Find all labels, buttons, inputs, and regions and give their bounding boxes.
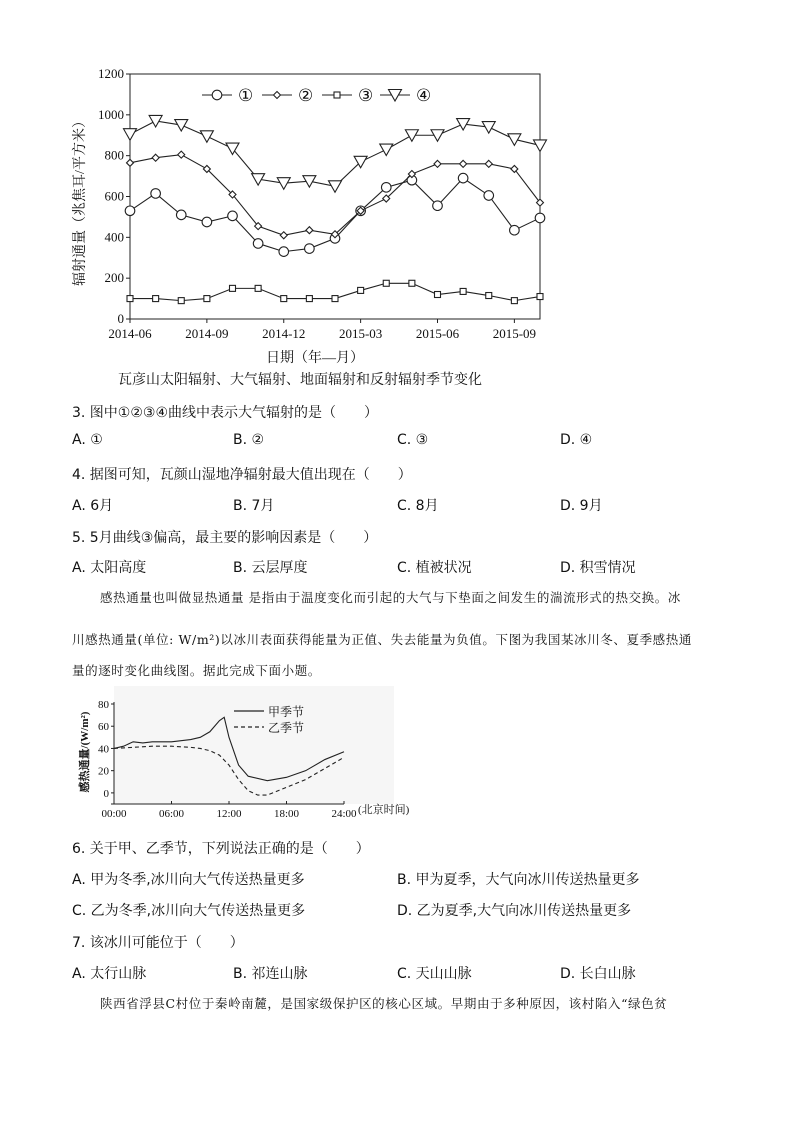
data-point-square [435,292,441,298]
data-point-triangle-down [329,181,342,193]
data-point-circle [279,247,289,257]
data-point-square [332,296,338,302]
c2-x-tick-label: 12:00 [216,808,242,818]
q4-option-d[interactable]: D. 9月 [560,498,603,514]
data-point-square [460,288,466,294]
x-tick-label: 2015-06 [415,326,460,341]
y-tick-label: 400 [104,229,124,245]
question-3-stem: 3. 图中①②③④曲线中表示大气辐射的是（ ） [72,405,379,421]
q7-option-d[interactable]: D. 长白山脉 [560,966,636,982]
data-point-square [334,92,340,98]
legend-label: ② [298,86,314,105]
q5-option-d[interactable]: D. 积雪情况 [560,560,636,576]
data-point-circle [381,183,391,193]
data-point-diamond [460,160,467,167]
data-point-circle [305,244,315,254]
x-axis-label: 日期（年—月） [266,351,364,366]
data-point-circle [212,90,222,100]
data-point-circle [458,173,468,183]
data-point-diamond [280,232,287,239]
legend-label: ① [238,86,254,105]
data-point-square [486,293,492,299]
data-point-square [178,298,184,304]
data-point-square [230,285,236,291]
data-point-diamond [434,160,441,167]
chart1-caption: 瓦彦山太阳辐射、大气辐射、地面辐射和反射辐射季节变化 [118,372,482,388]
data-point-triangle-down [124,129,137,141]
c2-x-tick-label: 06:00 [158,808,185,818]
c2-x-tick-label: 00:00 [101,808,127,818]
question-7-stem: 7. 该冰川可能位于（ ） [72,935,244,951]
x-tick-label: 2015-03 [338,326,383,341]
q5-option-a[interactable]: A. 太阳高度 [72,560,147,576]
q4-option-a[interactable]: A. 6月 [72,498,114,514]
q4-option-b[interactable]: B. 7月 [233,498,275,514]
q6-option-c[interactable]: C. 乙为冬季,冰川向大气传送热量更多 [72,903,306,919]
q3-option-c[interactable]: C. ③ [397,432,429,448]
plot-frame [130,74,540,319]
data-point-triangle-down [175,120,188,131]
data-point-circle [510,225,520,235]
series-3 [127,280,543,303]
data-point-square [383,280,389,286]
q5-option-b[interactable]: B. 云层厚度 [233,560,308,576]
data-point-square [281,296,287,302]
q6-option-b[interactable]: B. 甲为夏季，大气向冰川传送热量更多 [397,872,640,888]
c2-x-tick-label: 24:00 [331,808,357,818]
legend-label: ③ [358,86,374,105]
q7-option-b[interactable]: B. 祁连山脉 [233,966,308,982]
q6-option-d[interactable]: D. 乙为夏季,大气向冰川传送热量更多 [397,903,632,919]
y-tick-label: 1000 [98,106,124,122]
data-point-diamond [306,227,313,234]
c2-y-tick-label: 0 [103,787,109,800]
question-4-stem: 4. 据图可知，瓦颜山湿地净辐射最大值出现在（ ） [72,467,412,483]
chart2-x-unit: (北京时间) [358,804,410,816]
data-point-circle [151,189,161,199]
data-point-square [358,287,364,293]
chart-legend [202,86,431,105]
data-point-square [409,280,415,286]
data-point-square [537,294,543,300]
data-point-circle [433,201,443,211]
radiation-chart [60,62,560,374]
chart2-background [114,686,394,804]
q3-option-b[interactable]: B. ② [233,432,265,448]
passage-1-line-3: 量的逐时变化曲线图。据此完成下面小题。 [72,663,321,678]
c2-y-tick-label: 20 [98,765,109,778]
q4-option-c[interactable]: C. 8月 [397,498,439,514]
data-point-diamond [152,154,159,161]
data-point-triangle-down [277,178,290,190]
c2-x-tick-label: 18:00 [273,808,300,818]
y-tick-label: 200 [104,270,124,286]
data-point-circle [253,239,263,249]
question-5-stem: 5. 5月曲线③偏高，最主要的影响因素是（ ） [72,530,378,546]
y-tick-label: 800 [104,147,124,163]
q7-option-c[interactable]: C. 天山山脉 [397,966,472,982]
data-point-triangle-down [200,131,213,143]
data-point-triangle-down [534,140,547,152]
c2-y-tick-label: 40 [98,743,109,756]
data-point-diamond [178,151,185,158]
data-point-triangle-down [380,144,393,156]
data-point-diamond [274,92,281,99]
passage-1-line-2: 川感热通量(单位: W/m²)以冰川表面获得能量为正值、失去能量为负值。下图为我国某冰川冬、夏季感热通 [72,632,692,647]
data-point-triangle-down [508,134,521,146]
data-point-circle [228,211,238,221]
chart2-y-label: 感热通量/(W/m²) [79,711,91,793]
x-tick-label: 2014-09 [185,326,229,341]
legend-label: ④ [416,86,432,105]
x-tick-label: 2014-12 [262,326,306,341]
data-point-circle [125,206,135,216]
x-tick-label: 2014-06 [108,326,152,341]
passage-1-line-1: 感热通量也叫做显热通量 是指由于温度变化而引起的大气与下垫面之间发生的湍流形式的热交换。冰 [100,590,681,605]
q6-option-a[interactable]: A. 甲为冬季,冰川向大气传送热量更多 [72,872,305,888]
data-point-square [153,296,159,302]
passage-2-line-1: 陕西省浮县C村位于秦岭南麓，是国家级保护区的核心区域。早期由于多种原因，该村陷入“绿色贫 [100,996,668,1011]
q7-option-a[interactable]: A. 太行山脉 [72,966,147,982]
y-tick-label: 0 [117,311,124,326]
legend-label-jia: 甲季节 [268,705,305,719]
series-2 [127,151,544,239]
data-point-triangle-down [226,143,239,155]
data-point-diamond [127,159,134,166]
data-point-square [255,285,261,291]
sensible-heat-chart [74,686,424,818]
data-point-circle [484,191,494,201]
legend-label-yi: 乙季节 [268,721,305,735]
q5-option-c[interactable]: C. 植被状况 [397,560,472,576]
q3-option-a[interactable]: A. ① [72,432,103,448]
data-point-circle [176,210,186,220]
series-line [130,121,540,186]
data-point-triangle-down [482,122,495,134]
data-point-circle [202,217,212,227]
y-axis-label: 辐射通量（兆焦耳/平方米） [73,114,88,286]
series-line [130,155,540,236]
data-point-diamond [485,160,492,167]
data-point-square [204,296,210,302]
data-point-square [306,296,312,302]
y-tick-label: 600 [104,188,124,204]
series-4 [124,115,547,192]
y-tick-label: 1200 [98,66,124,81]
question-6-stem: 6. 关于甲、乙季节，下列说法正确的是（ ） [72,841,370,857]
c2-y-tick-label: 60 [98,721,109,734]
x-tick-label: 2015-09 [492,326,537,341]
data-point-square [511,298,517,304]
q3-option-d[interactable]: D. ④ [560,432,593,448]
c2-y-tick-label: 80 [98,699,109,711]
data-point-square [127,296,133,302]
data-point-circle [535,213,545,223]
